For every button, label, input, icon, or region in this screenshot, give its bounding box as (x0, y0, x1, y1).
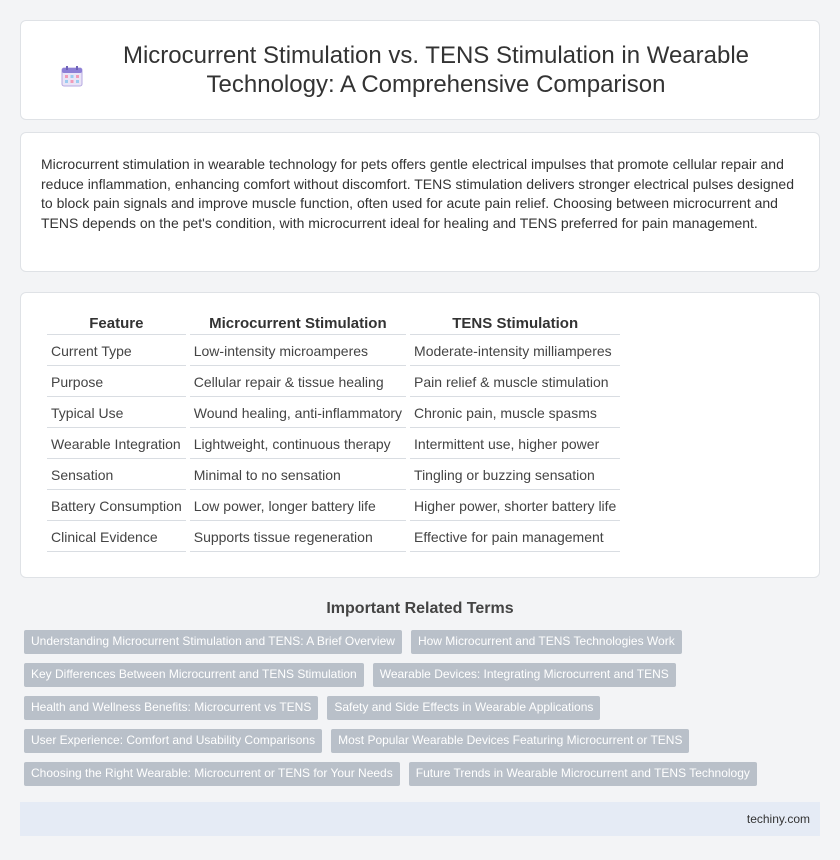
table-cell: Clinical Evidence (47, 521, 186, 552)
table-cell: Intermittent use, higher power (410, 428, 620, 459)
table-row (47, 490, 620, 521)
table-cell: Wound healing, anti-inflammatory (190, 397, 406, 428)
related-term-link[interactable]: Safety and Side Effects in Wearable Applications (327, 696, 600, 720)
related-term-link[interactable]: Wearable Devices: Integrating Microcurrent and TENS (373, 663, 676, 687)
table-header-row (47, 311, 620, 335)
table-cell: Moderate-intensity milliamperes (410, 335, 620, 366)
related-term-link[interactable]: How Microcurrent and TENS Technologies Work (411, 630, 682, 654)
table-row (47, 397, 620, 428)
table-cell: Current Type (47, 335, 186, 366)
related-terms-title: Important Related Terms (326, 600, 514, 617)
comparison-table-card (20, 292, 820, 578)
table-row (47, 428, 620, 459)
table-cell: Tingling or buzzing sensation (410, 459, 620, 490)
related-terms-tags (20, 630, 820, 786)
table-cell: Chronic pain, muscle spasms (410, 397, 620, 428)
header-card (20, 20, 820, 120)
table-cell: Battery Consumption (47, 490, 186, 521)
table-cell: Typical Use (47, 397, 186, 428)
title-wrap (61, 41, 779, 99)
comparison-table (43, 311, 624, 552)
related-term-link[interactable]: Health and Wellness Benefits: Microcurrent vs TENS (24, 696, 318, 720)
table-cell: Effective for pain management (410, 521, 620, 552)
calendar-icon (61, 65, 83, 87)
table-row (47, 459, 620, 490)
table-row (47, 366, 620, 397)
related-term-link[interactable]: User Experience: Comfort and Usability Comparisons (24, 729, 322, 753)
table-cell: Low power, longer battery life (190, 490, 406, 521)
table-cell: Pain relief & muscle stimulation (410, 366, 620, 397)
table-cell: Sensation (47, 459, 186, 490)
related-term-link[interactable]: Understanding Microcurrent Stimulation and TENS: A Brief Overview (24, 630, 402, 654)
table-header-microcurrent: Microcurrent Stimulation (190, 311, 406, 335)
table-cell: Purpose (47, 366, 186, 397)
table-cell: Supports tissue regeneration (190, 521, 406, 552)
related-term-link[interactable]: Choosing the Right Wearable: Microcurrent or TENS for Your Needs (24, 762, 400, 786)
related-term-link[interactable]: Most Popular Wearable Devices Featuring Microcurrent or TENS (331, 729, 689, 753)
table-cell: Higher power, shorter battery life (410, 490, 620, 521)
table-row (47, 521, 620, 552)
table-header-feature: Feature (47, 311, 186, 335)
table-cell: Lightweight, continuous therapy (190, 428, 406, 459)
table-cell: Low-intensity microamperes (190, 335, 406, 366)
table-header-tens: TENS Stimulation (410, 311, 620, 335)
table-cell: Wearable Integration (47, 428, 186, 459)
related-term-link[interactable]: Key Differences Between Microcurrent and TENS Stimulation (24, 663, 364, 687)
page-title: Microcurrent Stimulation vs. TENS Stimulation in Wearable Technology: A Comprehensive Comparison (122, 42, 749, 98)
table-row (47, 335, 620, 366)
intro-card (20, 132, 820, 272)
footer-site-name[interactable]: techiny.com (746, 812, 810, 826)
footer (20, 802, 820, 836)
table-cell: Minimal to no sensation (190, 459, 406, 490)
related-term-link[interactable]: Future Trends in Wearable Microcurrent and TENS Technology (409, 762, 757, 786)
table-cell: Cellular repair & tissue healing (190, 366, 406, 397)
intro-paragraph: Microcurrent stimulation in wearable technology for pets offers gentle electrical impulses that promote cellular repair and reduce inflammation, enhancing comfort without discomfort. TENS stimulation delivers stronger electrical pulses designed to block pain signals and improve muscle function, often used for acute pain relief. Choosing between microcurrent and TENS depends on the pet's condition, with microcurrent ideal for healing and TENS preferred for pain management. (41, 156, 794, 231)
